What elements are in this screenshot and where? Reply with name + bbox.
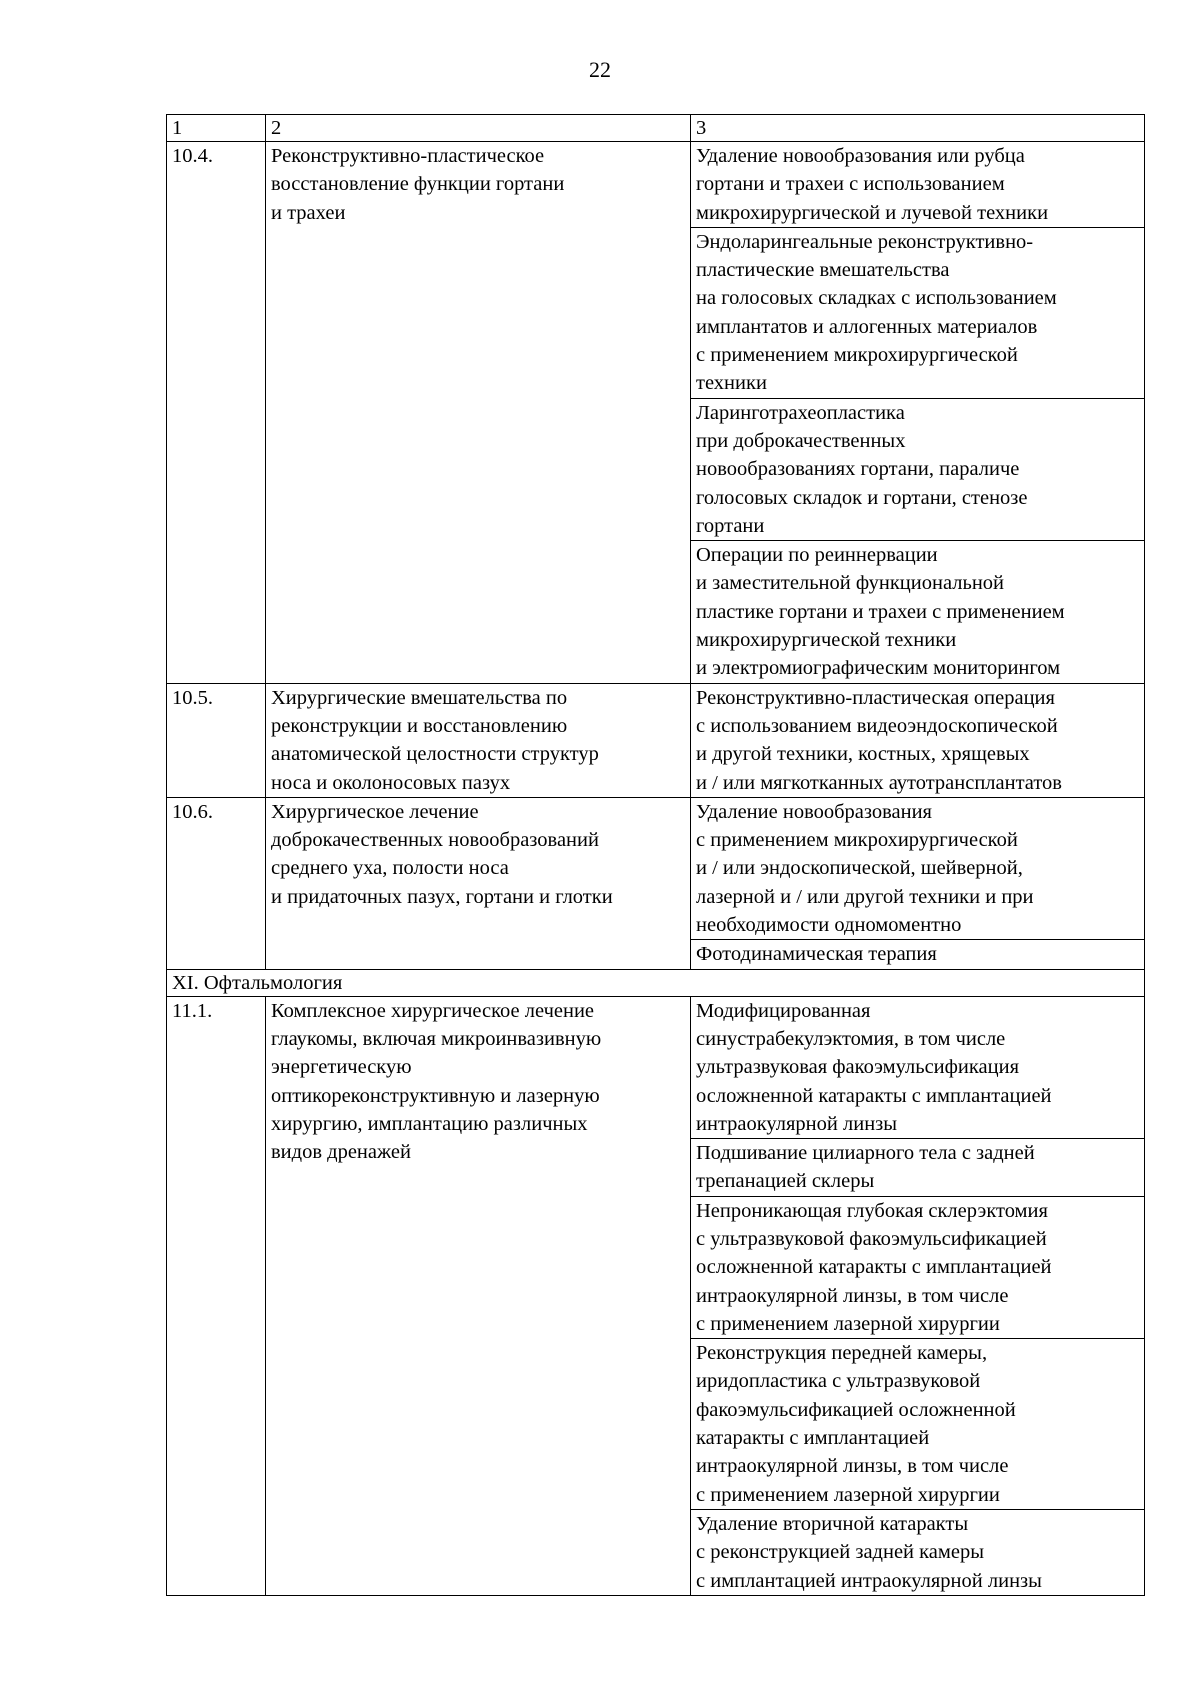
procedure-name: Реконструктивно-пластическое восстановление функции гортани и трахеи <box>266 142 691 684</box>
procedure-name: Хирургические вмешательства по реконструкции и восстановлению анатомической целостности структур носа и околоносовых пазух <box>266 683 691 797</box>
table-row <box>167 142 1145 228</box>
row-number: 10.6. <box>167 797 266 969</box>
row-number: 10.5. <box>167 683 266 797</box>
method-cell: Непроникающая глубокая склерэктомия с ультразвуковой факоэмульсификацией осложненной катаракты с имплантацией интраокулярной линзы, в том числе с применением лазерной хирургии <box>691 1196 1145 1338</box>
section-row <box>167 969 1145 996</box>
method-cell: Операции по реиннервации и заместительной функциональной пластике гортани и трахеи с применением микрохирургической техники и электромиографическим мониторингом <box>691 541 1145 683</box>
method-cell: Удаление вторичной катаракты с реконструкцией задней камеры с имплантацией интраокулярной линзы <box>691 1509 1145 1595</box>
method-cell: Подшивание цилиарного тела с задней трепанацией склеры <box>691 1139 1145 1197</box>
table-row <box>167 996 1145 1138</box>
method-cell: Ларинготрахеопластика при доброкачественных новообразованиях гортани, параличе голосовых складок и гортани, стенозе гортани <box>691 398 1145 540</box>
page-number: 22 <box>589 57 611 82</box>
method-cell: Реконструктивно-пластическая операция с использованием видеоэндоскопической и другой техники, костных, хрящевых и / или мягкотканных аутотрансплантатов <box>691 683 1145 797</box>
procedure-name: Хирургическое лечение доброкачественных новообразований среднего уха, полости носа и придаточных пазух, гортани и глотки <box>266 797 691 969</box>
method-cell: Удаление новообразования с применением микрохирургической и / или эндоскопической, шейверной, лазерной и / или другой техники и при необходимости одномоментно <box>691 797 1145 939</box>
column-header-2: 2 <box>266 115 691 142</box>
row-number: 10.4. <box>167 142 266 684</box>
method-cell: Фотодинамическая терапия <box>691 940 1145 969</box>
column-header-3: 3 <box>691 115 1145 142</box>
table-row <box>167 683 1145 797</box>
method-cell: Модифицированная синустрабекулэктомия, в том числе ультразвуковая факоэмульсификация осложненной катаракты с имплантацией интраокулярной линзы <box>691 996 1145 1138</box>
row-number: 11.1. <box>167 996 266 1595</box>
method-cell: Реконструкция передней камеры, иридопластика с ультразвуковой факоэмульсификацией осложненной катаракты с имплантацией интраокулярной линзы, в том числе с применением лазерной хирургии <box>691 1339 1145 1510</box>
column-header-row <box>167 115 1145 142</box>
method-cell: Эндоларингеальные реконструктивно- пластические вмешательства на голосовых складках с использованием имплантатов и аллогенных материалов с применением микрохирургической техники <box>691 227 1145 398</box>
procedure-name: Комплексное хирургическое лечение глаукомы, включая микроинвазивную энергетическую оптикореконструктивную и лазерную хирургию, имплантацию различных видов дренажей <box>266 996 691 1595</box>
column-header-1: 1 <box>167 115 266 142</box>
section-heading: XI. Офтальмология <box>167 969 1145 996</box>
table-row <box>167 797 1145 939</box>
method-cell: Удаление новообразования или рубца гортани и трахеи с использованием микрохирургической и лучевой техники <box>691 142 1145 228</box>
procedures-table <box>166 114 1145 1596</box>
